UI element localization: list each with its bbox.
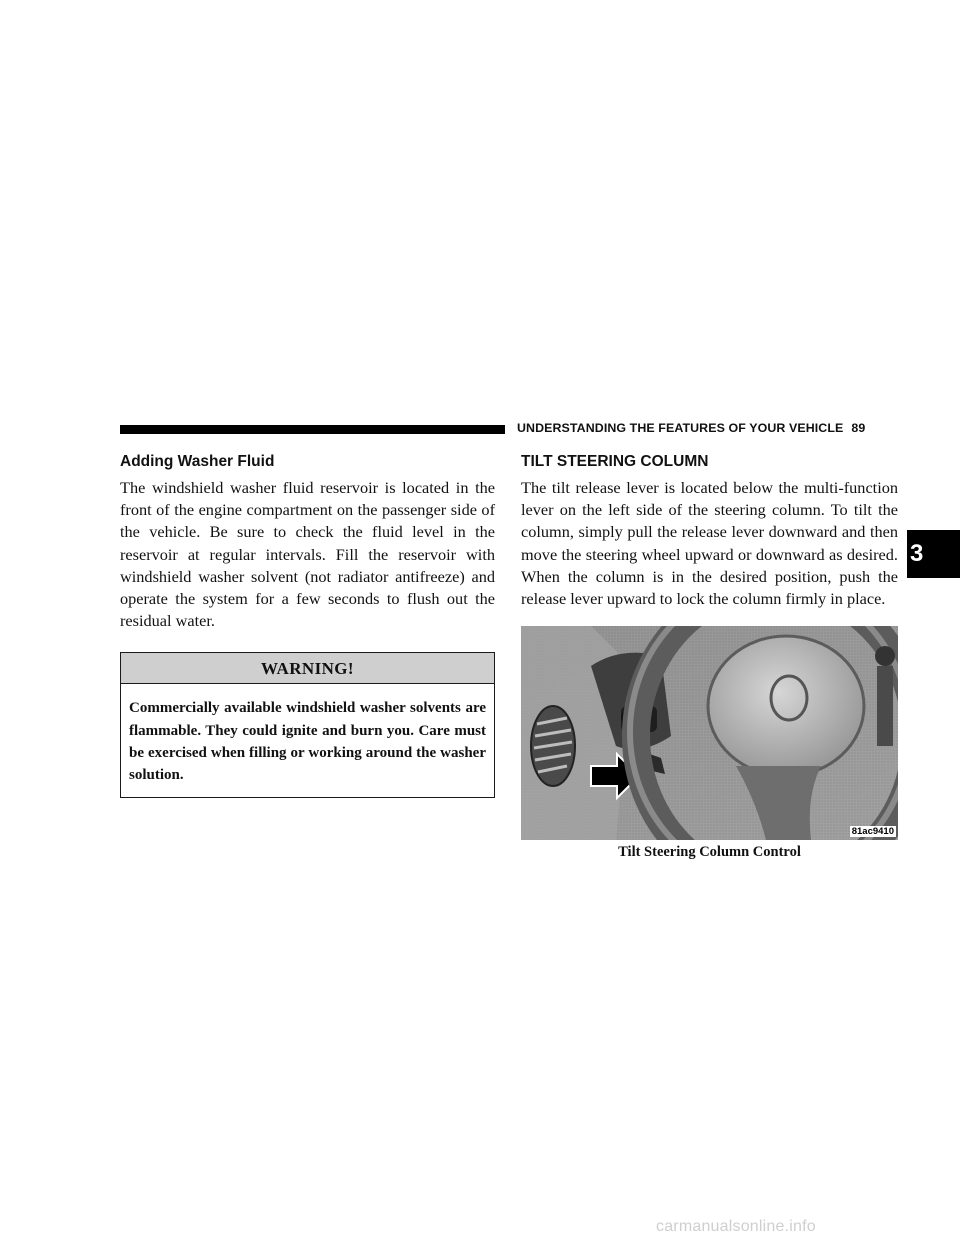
steering-column-figure <box>521 626 898 840</box>
tilt-steering-heading: TILT STEERING COLUMN <box>521 453 709 470</box>
figure-code: 81ac9410 <box>851 826 894 838</box>
page-number: 89 <box>851 421 866 435</box>
warning-text: Commercially available windshield washer solvents are flammable. They could ignite and burn you. Care must be exercised when filling or working around the washer solution. <box>129 700 486 784</box>
tilt-steering-paragraph: The tilt release lever is located below the multi-function lever on the left side of the steering column. To tilt the column, simply pull the release lever downward and then move the steering wheel upward or downward as desired. When the column is in the desired position, push the release lever upward to lock the column firmly in place. <box>521 478 898 609</box>
running-header <box>517 421 897 435</box>
watermark: carmanualsonline.info <box>656 1218 816 1235</box>
washer-fluid-paragraph: The windshield washer fluid reservoir is located in the front of the engine compartment on the passenger side of the vehicle. Be sure to check the fluid level in the reservoir at regular intervals. Fill the reservoir with windshield washer solvent (not radiator antifreeze) and operate the system for a few seconds to flush out the residual water. <box>120 478 495 631</box>
right-column <box>521 453 898 861</box>
warning-title: WARNING! <box>121 653 494 684</box>
washer-fluid-heading: Adding Washer Fluid <box>120 453 275 470</box>
figure-caption: Tilt Steering Column Control <box>618 844 801 861</box>
left-column <box>120 453 495 798</box>
chapter-tab: 3 <box>907 530 960 578</box>
steering-wheel-illustration <box>521 626 898 840</box>
warning-box <box>120 652 495 798</box>
header-title: UNDERSTANDING THE FEATURES OF YOUR VEHICLE <box>517 421 844 435</box>
header-rule <box>120 425 505 434</box>
